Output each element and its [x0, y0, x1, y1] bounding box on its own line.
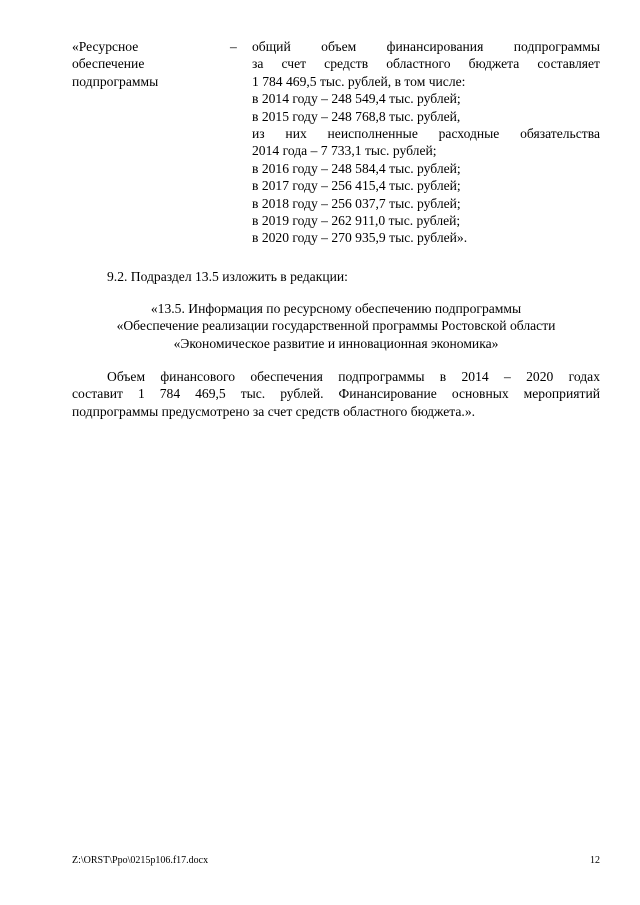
passport-value-line: 2014 года – 7 733,1 тыс. рублей; [252, 143, 437, 159]
passport-value-line: в 2019 году – 262 911,0 тыс. рублей; [252, 213, 461, 229]
page-number: 12 [590, 855, 600, 866]
passport-label-line: подпрограммы [72, 73, 159, 89]
body-paragraph [72, 368, 600, 420]
passport-label-line: обеспечение [72, 56, 145, 72]
passport-label-line: «Ресурсное [72, 39, 139, 54]
section-heading [72, 300, 600, 352]
body-line: составит 1 784 469,5 тыс. рублей. Финансирование основных мероприятий [72, 386, 600, 402]
passport-value-line: общий объем финансирования подпрограммы [252, 39, 600, 54]
passport-value-line: 1 784 469,5 тыс. рублей, в том числе: [252, 73, 466, 89]
passport-value-line: в 2020 году – 270 935,9 тыс. рублей». [252, 230, 468, 246]
heading-line: «Обеспечение реализации государственной программы Ростовской области [116, 318, 556, 334]
passport-value-line: в 2018 году – 256 037,7 тыс. рублей; [252, 195, 461, 211]
passport-label [72, 38, 222, 90]
heading-line: «13.5. Информация по ресурсному обеспечению подпрограммы [150, 301, 522, 316]
passport-value-line: в 2017 году – 256 415,4 тыс. рублей; [252, 178, 461, 194]
passport-dash: – [230, 39, 237, 54]
passport-value-line: в 2015 году – 248 768,8 тыс. рублей, [252, 108, 461, 124]
passport-value [252, 38, 600, 247]
paragraph-9-2: 9.2. Подраздел 13.5 изложить в редакции: [107, 269, 348, 284]
passport-value-line: в 2014 году – 248 549,4 тыс. рублей; [252, 91, 461, 107]
passport-value-line: из них неисполненные расходные обязательства [252, 126, 600, 142]
body-line: Объем финансового обеспечения подпрограммы в 2014 – 2020 годах [107, 369, 600, 384]
footer-file-path: Z:\ORST\Ppo\0215p106.f17.docx [72, 855, 209, 866]
passport-value-line: за счет средств областного бюджета составляет [252, 56, 600, 72]
heading-line: «Экономическое развитие и инновационная экономика» [173, 335, 499, 351]
body-line: подпрограммы предусмотрено за счет средств областного бюджета.». [72, 403, 476, 419]
passport-value-line: в 2016 году – 248 584,4 тыс. рублей; [252, 160, 461, 176]
